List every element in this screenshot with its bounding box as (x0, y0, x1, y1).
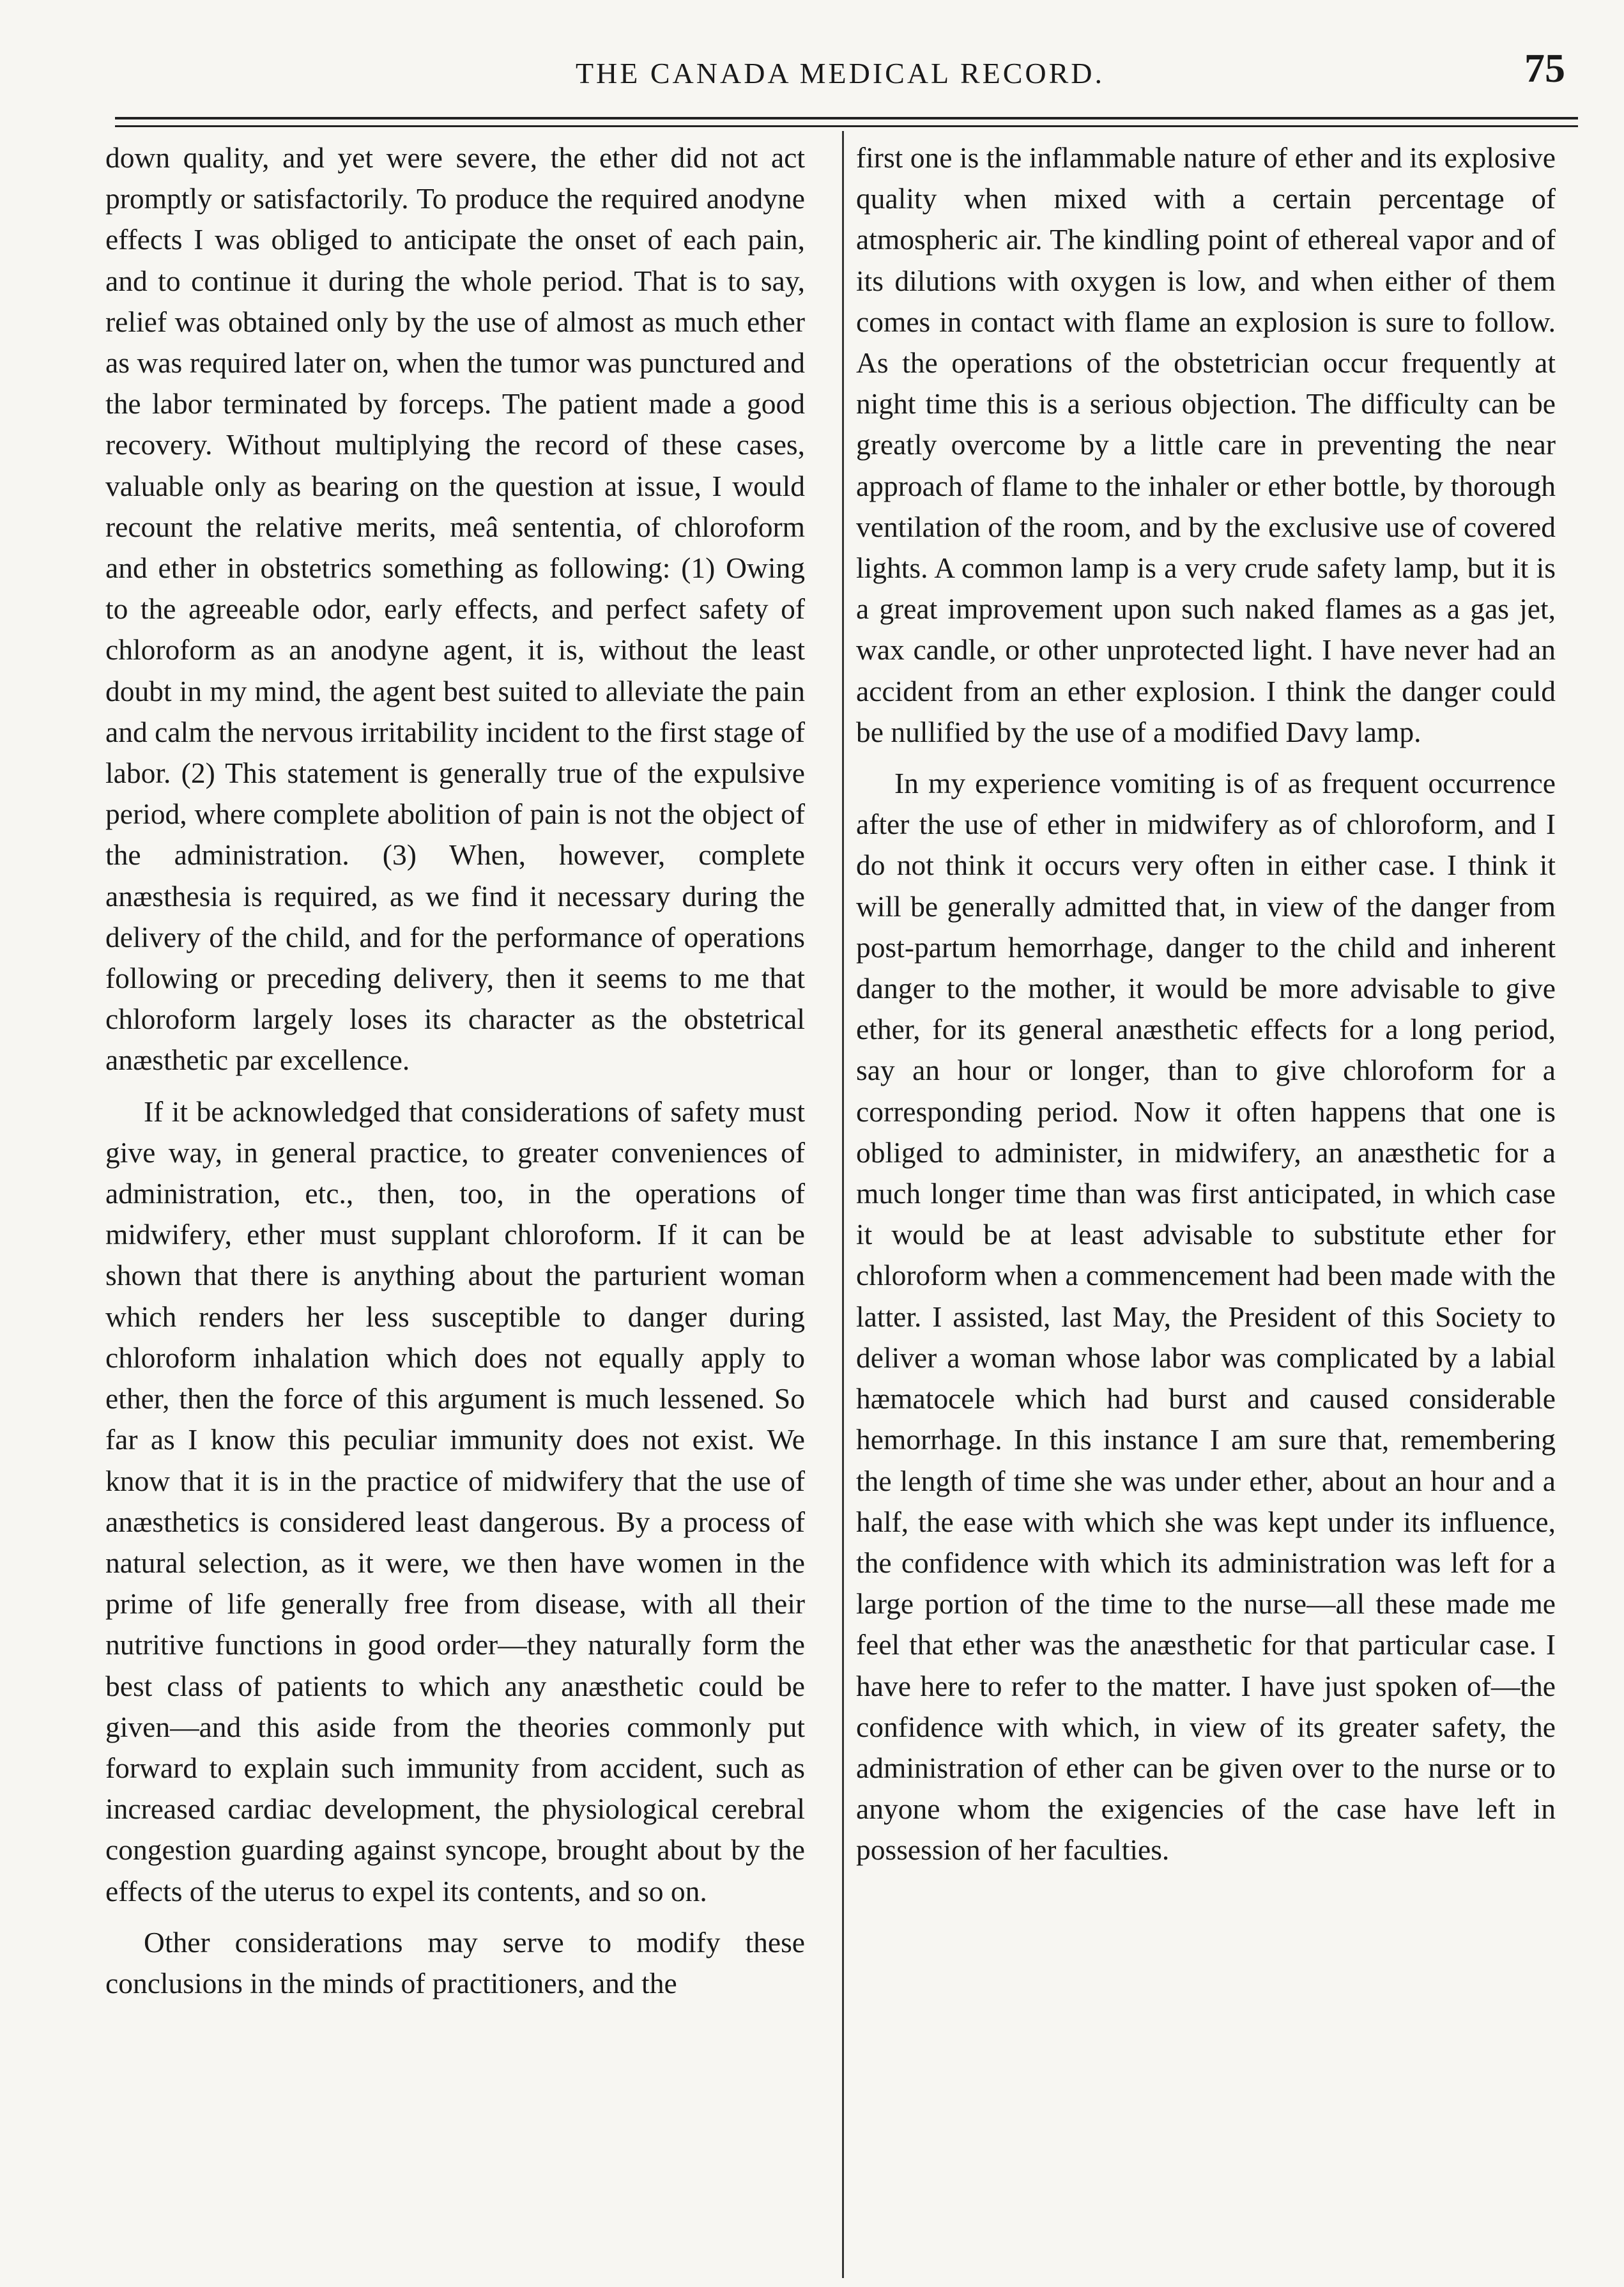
left-paragraph-1: down quality, and yet were severe, the ether did not act promptly or satisfactorily. To produce the required anodyne effects I was obliged to anticipate the onset of each pain, and to continue it during the whole period. That is to say, relief was obtained only by the use of almost as much ether as was required later on, when the tumor was punctured and the labor terminated by forceps. The patient made a good recovery. Without multiplying the record of these cases, valuable only as bearing on the question at issue, I would recount the relative merits, meâ sententia, of chloroform and ether in obstetrics something as following: (1) Owing to the agreeable odor, early effects, and perfect safety of chloroform as an anodyne agent, it is, without the least doubt in my mind, the agent best suited to alleviate the pain and calm the nervous irritability incident to the first stage of labor. (2) This statement is generally true of the expulsive period, where complete abolition of pain is not the object of the administration. (3) When, however, complete anæsthesia is required, as we find it necessary during the delivery of the child, and for the performance of operations following or preceding delivery, then it seems to me that chloroform largely loses its character as the obstetrical anæsthetic par excellence. (105, 141, 805, 1077)
right-paragraph-2: In my experience vomiting is of as frequent occurrence after the use of ether in midwifery as of chloroform, and I do not think it occurs very often in either case. I think it will be generally admitted that, in view of the danger from post-partum hemorrhage, danger to the child and inherent danger to the mother, it would be more advisable to give ether, for its general anæsthetic effects for a long period, say an hour or longer, than to give chloroform for a corresponding period. Now it often happens that one is obliged to administer, in midwifery, an anæsthetic for a much longer time than was first anticipated, in which case it would be at least advisable to substitute ether for chloroform when a commencement had been made with the latter. I assisted, last May, the President of this Society to deliver a woman whose labor was complicated by a labial hæmatocele which had burst and caused considerable hemorrhage. In this instance I am sure that, remembering the length of time she was under ether, about an hour and a half, the ease with which she was kept under its influence, the confidence with which its administration was left for a large portion of the time to the nurse—all these made me feel that ether was the anæsthetic for that particular case. I have here to refer to the matter. I have just spoken of—the confidence with which, in view of its greater safety, the administration of ether can be given over to the nurse or to anyone whom the exigencies of the case have left in possession of her faculties. (856, 767, 1556, 1867)
right-column (856, 137, 1556, 1871)
left-paragraph-3: Other considerations may serve to modify these conclusions in the minds of practitioners, and the (105, 1925, 805, 1999)
right-paragraph-1: first one is the inflammable nature of ether and its explosive quality when mixed with a certain percentage of atmospheric air. The kindling point of ethereal vapor and of its dilutions with oxygen is low, and when either of them comes in contact with flame an explosion is sure to follow. As the operations of the obstetrician occur frequently at night time this is a serious objection. The difficulty can be greatly overcome by a little care in preventing the near approach of flame to the inhaler or ether bottle, by thorough ventilation of the room, and by the exclusive use of covered lights. A common lamp is a very crude safety lamp, but it is a great improvement upon such naked flames as a gas jet, wax candle, or other unprotected light. I have never had an accident from an ether explosion. I think the danger could be nullified by the use of a modified Davy lamp. (856, 141, 1556, 748)
running-head: THE CANADA MEDICAL RECORD. (575, 57, 1105, 89)
left-column (105, 137, 805, 2004)
page-number: 75 (1524, 45, 1565, 91)
column-divider (842, 131, 844, 2278)
header-rule-top (115, 117, 1578, 119)
left-paragraph-2: If it be acknowledged that considerations of safety must give way, in general practice, to greater conveniences of administration, etc., then, too, in the operations of midwifery, ether must supplant chloroform. If it can be shown that there is anything about the parturient woman which renders her less susceptible to danger during chloroform inhalation which does not equally apply to ether, then the force of this argument is much lessened. So far as I know this peculiar immunity does not exist. We know that it is in the practice of midwifery that the use of anæsthetics is considered least dangerous. By a process of natural selection, as it were, we then have women in the prime of life generally free from disease, with all their nutritive functions in good order—they naturally form the best class of patients to which any anæsthetic could be given—and this aside from the theories commonly put forward to explain such immunity from accident, such as increased cardiac development, the physiological cerebral congestion guarding against syncope, brought about by the effects of the uterus to expel its contents, and so on. (105, 1095, 805, 1907)
header-rule-bottom (115, 125, 1578, 127)
page-header (115, 45, 1565, 109)
